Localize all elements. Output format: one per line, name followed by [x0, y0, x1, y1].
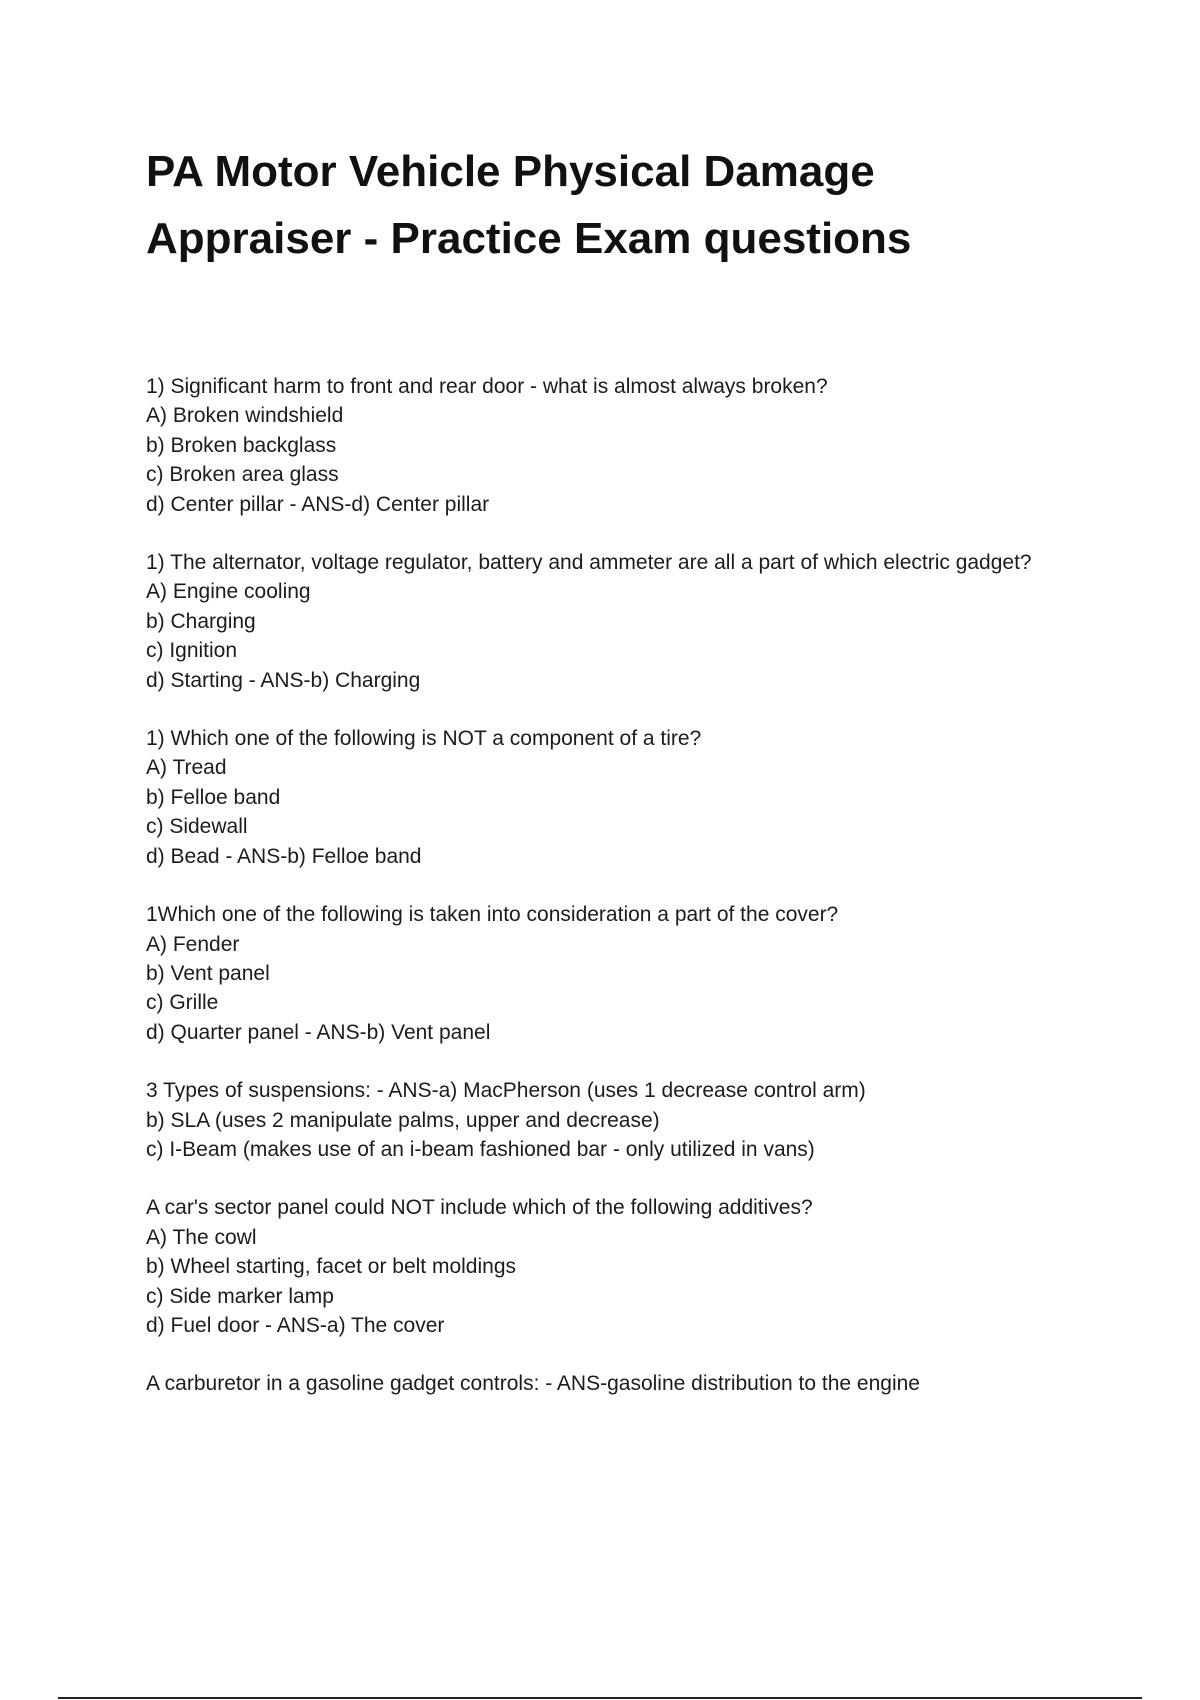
question-text: 1) Significant harm to front and rear door - what is almost always broken? — [146, 375, 828, 398]
question-text: 1) The alternator, voltage regulator, battery and ammeter are all a part of which electric gadget? — [146, 551, 1032, 575]
answer-option-with-key: d) Quarter panel - ANS-b) Vent panel — [146, 1020, 491, 1044]
question-text: 1) Which one of the following is NOT a component of a tire? — [146, 727, 702, 751]
answer-option: c) Grille — [146, 991, 219, 1015]
answer-option: A) Engine cooling — [146, 580, 311, 604]
answer-option: A) Tread — [146, 756, 227, 780]
answer-option: c) Ignition — [146, 639, 238, 663]
answer-option: c) Side marker lamp — [146, 1284, 334, 1308]
question-block — [146, 1076, 1146, 1164]
answer-detail: c) I-Beam (makes use of an i-beam fashioned bar - only utilized in vans) — [146, 1137, 815, 1161]
question-text: 1Which one of the following is taken into consideration a part of the cover? — [146, 903, 839, 927]
question-text: A carburetor in a gasoline gadget controls: - ANS-gasoline distribution to the engine — [146, 1372, 920, 1396]
question-list — [146, 372, 1146, 1428]
answer-option: A) Fender — [146, 932, 240, 956]
page-title-line-2: Appraiser - Practice Exam questions — [146, 214, 912, 263]
answer-option-with-key: d) Center pillar - ANS-d) Center pillar — [146, 492, 490, 516]
page-title — [146, 138, 1106, 272]
question-block — [146, 372, 1146, 519]
answer-option: b) Felloe band — [146, 785, 281, 809]
answer-option: A) The cowl — [146, 1225, 257, 1249]
question-block — [146, 1193, 1146, 1340]
answer-detail: b) SLA (uses 2 manipulate palms, upper and decrease) — [146, 1108, 660, 1132]
question-block — [146, 548, 1146, 695]
question-block — [146, 900, 1146, 1047]
answer-option: b) Wheel starting, facet or belt moldings — [146, 1255, 517, 1279]
answer-option-with-key: d) Bead - ANS-b) Felloe band — [146, 844, 422, 868]
question-block — [146, 724, 1146, 871]
answer-option: b) Broken backglass — [146, 433, 337, 457]
answer-option: c) Sidewall — [146, 815, 248, 839]
answer-option: A) Broken windshield — [146, 404, 344, 428]
footer-divider — [58, 1697, 1142, 1699]
question-text: A car's sector panel could NOT include which of the following additives? — [146, 1196, 813, 1220]
answer-option: c) Broken area glass — [146, 463, 339, 487]
answer-option: b) Charging — [146, 609, 256, 633]
page-title-line-1: PA Motor Vehicle Physical Damage — [146, 147, 875, 196]
answer-option-with-key: d) Fuel door - ANS-a) The cover — [146, 1313, 445, 1337]
question-text: 3 Types of suspensions: - ANS-a) MacPherson (uses 1 decrease control arm) — [146, 1079, 866, 1103]
answer-option: b) Vent panel — [146, 961, 270, 985]
question-block — [146, 1369, 1146, 1398]
answer-option-with-key: d) Starting - ANS-b) Charging — [146, 668, 421, 692]
